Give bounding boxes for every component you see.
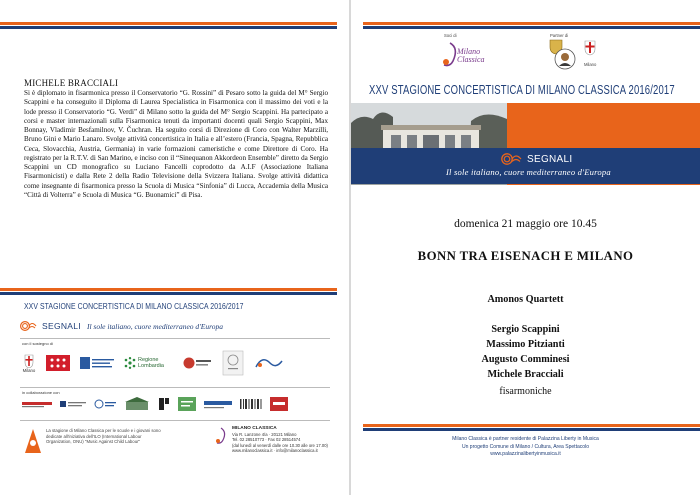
logo-text-classica: Classica	[457, 55, 485, 64]
concert-title: BONN TRA EISENACH E MILANO	[417, 249, 634, 263]
milano-classica-logo	[441, 38, 489, 70]
contact-address: Via R. Lanzone 4/a · 20121 Milano	[232, 431, 297, 437]
members-label: Soci di	[444, 33, 457, 38]
concert-date: domenica 21 maggio ore 10.45	[454, 218, 597, 230]
contact-hours: (dal lunedì al venerdì dalle ore 10.30 alle ore 17.00)	[232, 442, 328, 448]
milano-crest-logo	[22, 354, 36, 373]
cultural-logo	[254, 355, 284, 371]
top-blue-bar	[0, 26, 337, 29]
instrument-label: fisarmoniche	[499, 386, 552, 397]
collab-logo-2	[60, 399, 86, 409]
segnali-word: SEGNALI	[527, 153, 573, 165]
top-blue-bar	[363, 26, 700, 29]
bio-name: MICHELE BRACCIALI	[24, 78, 119, 88]
collab-logo-5	[158, 397, 170, 411]
regione-lombardia-label: Regione Lombardia	[138, 357, 164, 369]
segnali-swirl-icon	[20, 320, 38, 332]
segnali-tagline: Il sole italiano, cuore mediterraneo d'Europa	[86, 321, 223, 331]
top-orange-bar	[0, 22, 337, 25]
partners-label: Partner di	[550, 33, 569, 38]
collab-label: in collaborazione con	[22, 390, 60, 395]
season-title-small: XXV STAGIONE CONCERTISTICA DI MILANO CLASSICA 2016/2017	[24, 301, 244, 311]
collab-logo-7	[204, 398, 232, 410]
milano-label: Milano	[22, 367, 36, 373]
segnali-tagline: Il sole italiano, cuore mediterraneo d'Europa	[446, 167, 611, 177]
milano-classica-contact	[232, 425, 344, 454]
milano-crest-icon	[584, 40, 596, 56]
collab-logo-1	[22, 399, 52, 409]
contact-phone: Tel. 02 28510773 · Fax 02 28514574	[232, 437, 301, 442]
ilo-campaign-text: La stagione di Milano Classica per le scuole e i giovani sono dedicate all'iniziativa dell'ILO (International Labour Organization, ONU) "Music Against Child Labour"	[46, 428, 161, 445]
segnali-logo	[501, 152, 572, 166]
bio-text: Si è diplomato in fisarmonica presso il Conservatorio “G. Rossini” di Pesaro sotto la guida del M° Sergio Scappini e ha conseguito il Diploma di Laurea Specialistica in Fisarmonica con il massimo dei voti e la lode presso il Conservatorio “G. Verdi” di Milano sotto la guida del M° Sergio Scappini. Ha partecipato a corsi e master internazionali sulla Fisarmonica tenuti da importanti docenti quali Sergio Scappini, Max Bonnay, Vladimir Besfamilnov, V. Čuchran. Ha seguito corsi di Direzione di Coro con Walter Marzilli, Bruno Gini e Mario Lanaro. Svolge attività concertistica in Italia e all’estero (Francia, Spagna, Repubblica Ceca, Slovacchia, Austria, Germania) in varie formazioni cameristiche e come Direttore di Coro. Ha registrato per la R.T.V. di San Marino, e inciso con il “Sinequanon Akkordeon Ensemble” diretto da Sergio Scappini un CD monografico su Luciano Fancelli coprodotto da A.I.F (Associazione Italiana Fisarmonicisti) e dalla Rete 2 della Radio Televisione della Svizzera Italiana. Svolge attività didattica come insegnante di fisarmonica presso la Scuola di Musica “Sinfonia” di Lucca, Accademia della Musica “Città di Volterra” e Scuola di Musica “G. Buonamici” di Pisa.	[24, 89, 328, 199]
unesco-ilo-logo	[24, 428, 42, 454]
milano-crest-icon	[24, 354, 34, 368]
milano-label: Milano	[584, 62, 597, 67]
divider	[20, 420, 330, 421]
coat-of-arms-logo	[222, 350, 244, 376]
segnali-word: SEGNALI	[42, 321, 81, 331]
footer-line: Milano Classica è partner residente di Palazzina Liberty in Musica	[452, 436, 599, 442]
logo-text-milano: Milano	[457, 47, 481, 56]
footer-line: Un progetto Comune di Milano / Cultura, Area Spettacolo	[461, 443, 590, 450]
mid-orange-bar	[0, 288, 337, 291]
milano-classica-mini-logo	[214, 427, 228, 445]
collab-logo-6	[178, 397, 196, 411]
patronage-label: con il sostegno di	[22, 341, 53, 346]
performer-name: Sergio Scappini	[491, 324, 560, 335]
ensemble-name: Amonos Quartett	[487, 294, 564, 305]
building-logo	[124, 397, 150, 411]
footer-link[interactable]: www.palazzinalibertyinmusica.it	[490, 451, 561, 458]
season-title: XXV STAGIONE CONCERTISTICA DI MILANO CLASSICA 2016/2017	[369, 83, 675, 97]
segnali-logo-row	[20, 320, 223, 332]
brochure-front-page	[351, 0, 700, 495]
segnali-swirl-icon	[501, 152, 523, 166]
partner-medallion-logo	[554, 48, 576, 70]
divider	[20, 338, 330, 339]
kawai-logo	[270, 397, 288, 411]
bottom-orange-bar	[363, 424, 700, 427]
regione-lombardia-logo	[124, 357, 172, 369]
divider	[20, 387, 330, 388]
mid-blue-bar	[0, 292, 337, 295]
performer-name: Augusto Comminesi	[481, 354, 570, 365]
bottom-blue-bar	[363, 428, 700, 431]
fondazione-logo	[182, 356, 212, 370]
performer-name: Massimo Pitzianti	[486, 339, 565, 350]
footer-text	[368, 436, 682, 459]
ministry-logo	[80, 355, 114, 371]
sponsor-logo-row-1	[22, 350, 284, 376]
performer-name: Michele Bracciali	[487, 369, 564, 380]
sponsor-logo-row-2	[22, 397, 288, 411]
conservatorio-logo	[94, 398, 116, 410]
contact-name: MILANO CLASSICA	[232, 426, 277, 431]
rosa-camuna-icon	[124, 357, 136, 369]
brochure-back-page	[0, 0, 349, 495]
top-orange-bar	[363, 22, 700, 25]
contact-web: www.milanoclassica.it · info@milanoclassica.it	[232, 448, 318, 453]
red-sponsor-logo	[46, 355, 70, 371]
barcode-logo	[240, 398, 262, 410]
